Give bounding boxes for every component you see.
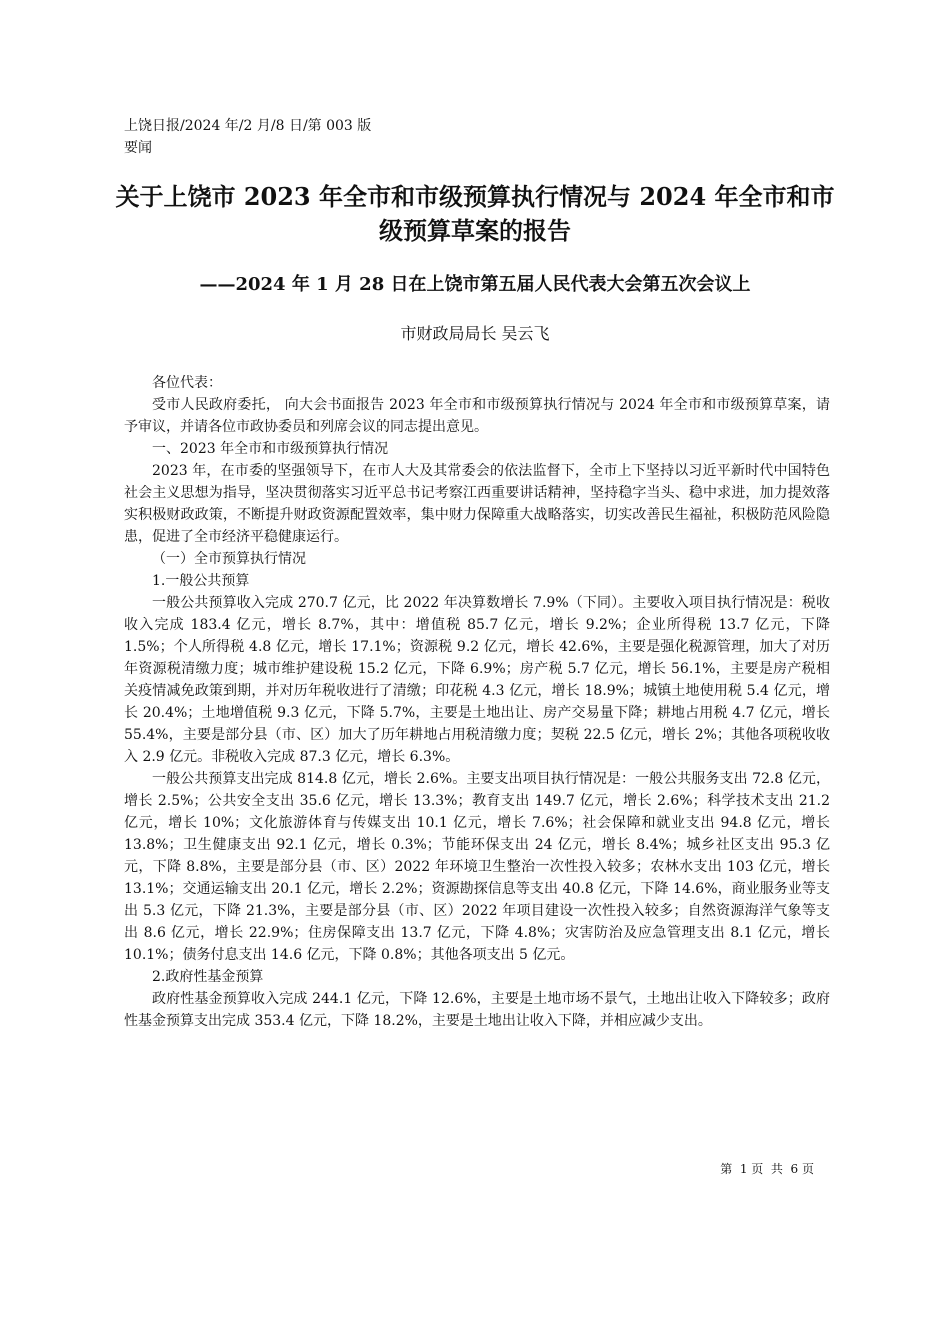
body-paragraph: 受市人民政府委托， 向大会书面报告 2023 年全市和市级预算执行情况与 2024 年全市和市级预算草案，请予审议，并请各位市政协委员和列席会议的同志提出意见。 [124,397,830,435]
body-paragraph: 政府性基金预算收入完成 244.1 亿元，下降 12.6%，主要是土地市场不景气，土地出让收入下降较多；政府性基金预算支出完成 353.4 亿元，下降 18.2%，主要是土地出让收入下降，并相应减少支出。 [124,991,830,1029]
page-number-label: 第 1 页 共 6 页 [720,1162,814,1176]
subsection-heading: （一）全市预算执行情况 [152,551,306,567]
page-number [600,1160,814,1178]
section-heading: 一、2023 年全市和市级预算执行情况 [152,441,389,457]
report-body [124,372,830,1032]
subsection-heading: 1.一般公共预算 [152,573,250,589]
report-subtitle: ——2024 年 1 月 28 日在上饶市第五届人民代表大会第五次会议上 [199,274,751,295]
subsection-heading: 2.政府性基金预算 [152,969,264,985]
report-author: 市财政局局长 吴云飞 [400,324,550,343]
salutation: 各位代表： [152,375,222,391]
report-title: 关于上饶市 2023 年全市和市级预算执行情况与 2024 年全市和市级预算草案的报告 [115,182,835,245]
body-paragraph: 一般公共预算收入完成 270.7 亿元，比 2022 年决算数增长 7.9%（下同）。主要收入项目执行情况是：税收收入完成 183.4 亿元，增长 8.7%，其中：增值税 85.7 亿元，增长 9.2%；企业所得税 13.7 亿元，下降 1.5%；个人所得税 4.8 亿元，增长 17.1%；资源税 9.2 亿元，增长 42.6%，主要是强化税源管理，加大了对历年资源税清缴力度；城市维护建设税 15.2 亿元，下降 6.9%；房产税 5.7 亿元，增长 56.1%，主要是房产税相关疫情减免政策到期，并对历年税收进行了清缴；印花税 4.3 亿元，增长 18.9%；城镇土地使用税 5.4 亿元，增长 20.4%；土地增值税 9.3 亿元，下降 5.7%，主要是土地出让、房产交易量下降；耕地占用税 4.7 亿元，增长 55.4%，主要是部分县（市、区）加大了历年耕地占用税清缴力度；契税 22.5 亿元，增长 2%；其他各项税收收入 2.9 亿元。非税收入完成 87.3 亿元，增长 6.3%。 [124,595,830,765]
source-line: 上饶日报/2024 年/2 月/8 日/第 003 版要闻 [124,118,372,156]
body-paragraph: 一般公共预算支出完成 814.8 亿元，增长 2.6%。主要支出项目执行情况是：一般公共服务支出 72.8 亿元，增长 2.5%；公共安全支出 35.6 亿元，增长 13.3%；教育支出 149.7 亿元，增长 2.6%；科学技术支出 21.2 亿元，增长 10%；文化旅游体育与传媒支出 10.1 亿元，增长 7.6%；社会保障和就业支出 94.8 亿元，增长 13.8%；卫生健康支出 92.1 亿元，增长 0.3%；节能环保支出 24 亿元，增长 8.4%；城乡社区支出 95.3 亿元，下降 8.8%，主要是部分县（市、区）2022 年环境卫生整治一次性投入较多；农林水支出 103 亿元，增长 13.1%；交通运输支出 20.1 亿元，增长 2.2%；资源勘探信息等支出 40.8 亿元，下降 14.6%，商业服务业等支出 5.3 亿元，下降 21.3%，主要是部分县（市、区）2022 年项目建设一次性投入较多；自然资源海洋气象等支出 8.6 亿元，增长 22.9%；住房保障支出 13.7 亿元，下降 4.8%；灾害防治及应急管理支出 8.1 亿元，增长 10.1%；债务付息支出 14.6 亿元，下降 0.8%；其他各项支出 5 亿元。 [124,771,830,963]
body-paragraph: 2023 年，在市委的坚强领导下，在市人大及其常委会的依法监督下，全市上下坚持以习近平新时代中国特色社会主义思想为指导，坚决贯彻落实习近平总书记考察江西重要讲话精神，坚持稳字当头、稳中求进，加力提效落实积极财政政策，不断提升财政资源配置效率，集中财力保障重大战略落实，切实改善民生福祉，积极防范风险隐患，促进了全市经济平稳健康运行。 [124,463,830,545]
